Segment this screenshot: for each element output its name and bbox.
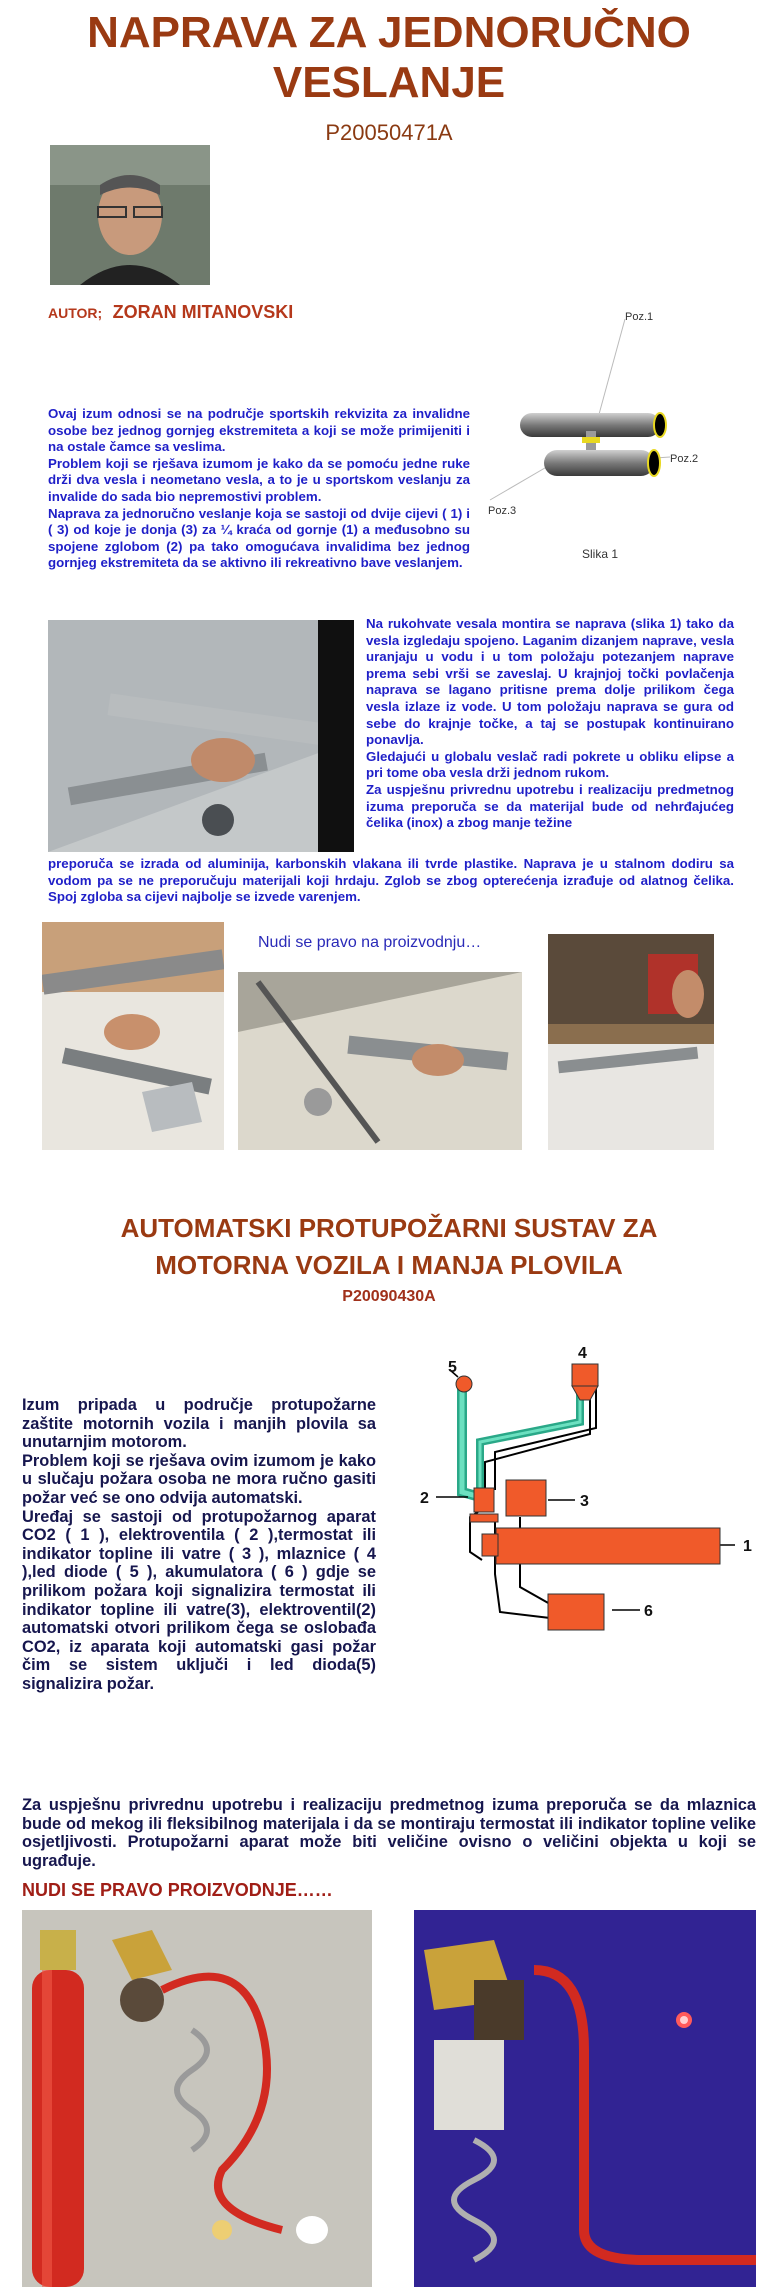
- fire-system-diagram: [400, 1342, 758, 1680]
- diagram-label-2: 2: [420, 1490, 429, 1507]
- article2-patent-code: P20090430A: [342, 1288, 436, 1305]
- device-photo-2: [238, 972, 522, 1150]
- device-in-use-photo: [48, 620, 354, 852]
- author-label: AUTOR;: [48, 305, 103, 321]
- article2-intro-text: Izum pripada u područje protupožarne zaštite motornih vozila i manjih plovila sa unutarnjim motorom. Problem koji se rješava ovim izumom je kako u slučaju požara osoba ne mora ručno gasiti požar već se ono odvija automatski. Uređaj se sastoji od protupožarnog aparat CO2 ( 1 ), elektroventila ( 2 ),termostat ili indikator topline ili vatre ( 3 ), mlaznice ( 4 ),led diode ( 5 ), akumulatora ( 6 ) gdje se prilikom požara koji signalizira termostat ili indikator topline ili vatre(3), elektroventil(2) automatski otvori prilikom čega se oslobađa CO2, iz aparata koji automatski gasi požar čim se sistem uključi i led dioda(5) signalizira požar.: [22, 1396, 376, 1693]
- author-line: [48, 302, 293, 323]
- article1-title: NAPRAVA ZA JEDNORUČNO VESLANJE: [87, 8, 691, 107]
- article1-intro-text: Ovaj izum odnosi se na područje sportskih rekvizita za invalidne osobe bez jednog gornjeg ekstremiteta a koji se može primijeniti i na ostale čamce sa veslima. Problem koji se rješava izumom je kako da se pomoću jedne ruke drži dva vesla i neometano vesla, a to je u sportskom veslanju za invalide do sada bio nepremostivi problem. Naprava za jednoručno veslanje koja se sastoji od dvije cijevi ( 1) i ( 3) od koje je donja (3) za ¼ kraća od gornje (1) a međusobno su spojene zglobom (2) pa tako omogućava invalidima bez jednog gornjeg ekstremiteta da se aktivno ili rekreativno bave veslanjem.: [48, 406, 470, 571]
- article2-usage-text: Za uspješnu privrednu upotrebu i realizaciju predmetnog izuma preporuča se da mlaznica bude od mekog ili fleksibilnog materijala i da se montiraju termostat ili indikator topline velike osjetljivosti. Protupožarni aparat može biti veličine ovisno o veličini objekta u koji se ugrađuje.: [22, 1796, 756, 1870]
- author-name: ZORAN MITANOVSKI: [112, 302, 294, 322]
- diagram-label-3: 3: [580, 1493, 589, 1510]
- slika1-caption: Slika 1: [582, 547, 619, 561]
- article1-offer: Nudi se pravo na proizvodnju…: [258, 934, 482, 951]
- diagram-label-4: 4: [578, 1345, 587, 1362]
- author-photo: [50, 145, 210, 285]
- device-photo-1: [42, 922, 224, 1150]
- fire-system-photo-2: [414, 1910, 756, 2287]
- device-photo-3: [548, 934, 714, 1150]
- poz2-label: Poz.2: [670, 453, 699, 465]
- article1-patent-code: P20050471A: [325, 120, 453, 145]
- diagram-label-1: 1: [743, 1538, 752, 1555]
- poz1-label: Poz.1: [625, 311, 654, 323]
- article2-title: AUTOMATSKI PROTUPOŽARNI SUSTAV ZA MOTORNA VOZILA I MANJA PLOVILA: [120, 1213, 658, 1280]
- article1-method-text: Na rukohvate vesala montira se naprava (slika 1) tako da vesla izgledaju spojeno. Laganim dizanjem naprave, vesla uranjaju u vodu i u tom položaju potezanjem naprave prema sebi vrši se zaveslaj. U krajnjoj točki povlačenja naprava se lagano pritisne prema dolje prilikom čega vesla izlaze iz vode. U tom položaju naprava se gura od sebe do krajnje točke, a taj se postupak kontinuirano ponavlja. Gledajući u globalu veslač radi pokrete u obliku elipse a pri tome oba vesla drži jednom rukom. Za uspješnu privrednu upotrebu i realizaciju predmetnog izuma preporuča se da materijal bude od nehrđajućeg čelika (inox) a zbog manje težine: [366, 616, 734, 831]
- device-diagram: [480, 305, 750, 565]
- article1-material-text: preporuča se izrada od aluminija, karbonskih vlakana ili tvrde plastike. Naprava je u stalnom dodiru sa vodom pa se ne preporučuju materijali koji hrdaju. Zglob se zbog opterećenja izrađuje od alatnog čelika. Spoj zgloba sa cijevi najbolje se izvede varenjem.: [48, 856, 734, 905]
- poz3-label: Poz.3: [488, 505, 517, 517]
- fire-system-photo-1: [22, 1910, 372, 2287]
- diagram-label-5: 5: [448, 1359, 457, 1376]
- article2-offer: NUDI SE PRAVO PROIZVODNJE……: [22, 1880, 333, 1900]
- diagram-label-6: 6: [644, 1603, 653, 1620]
